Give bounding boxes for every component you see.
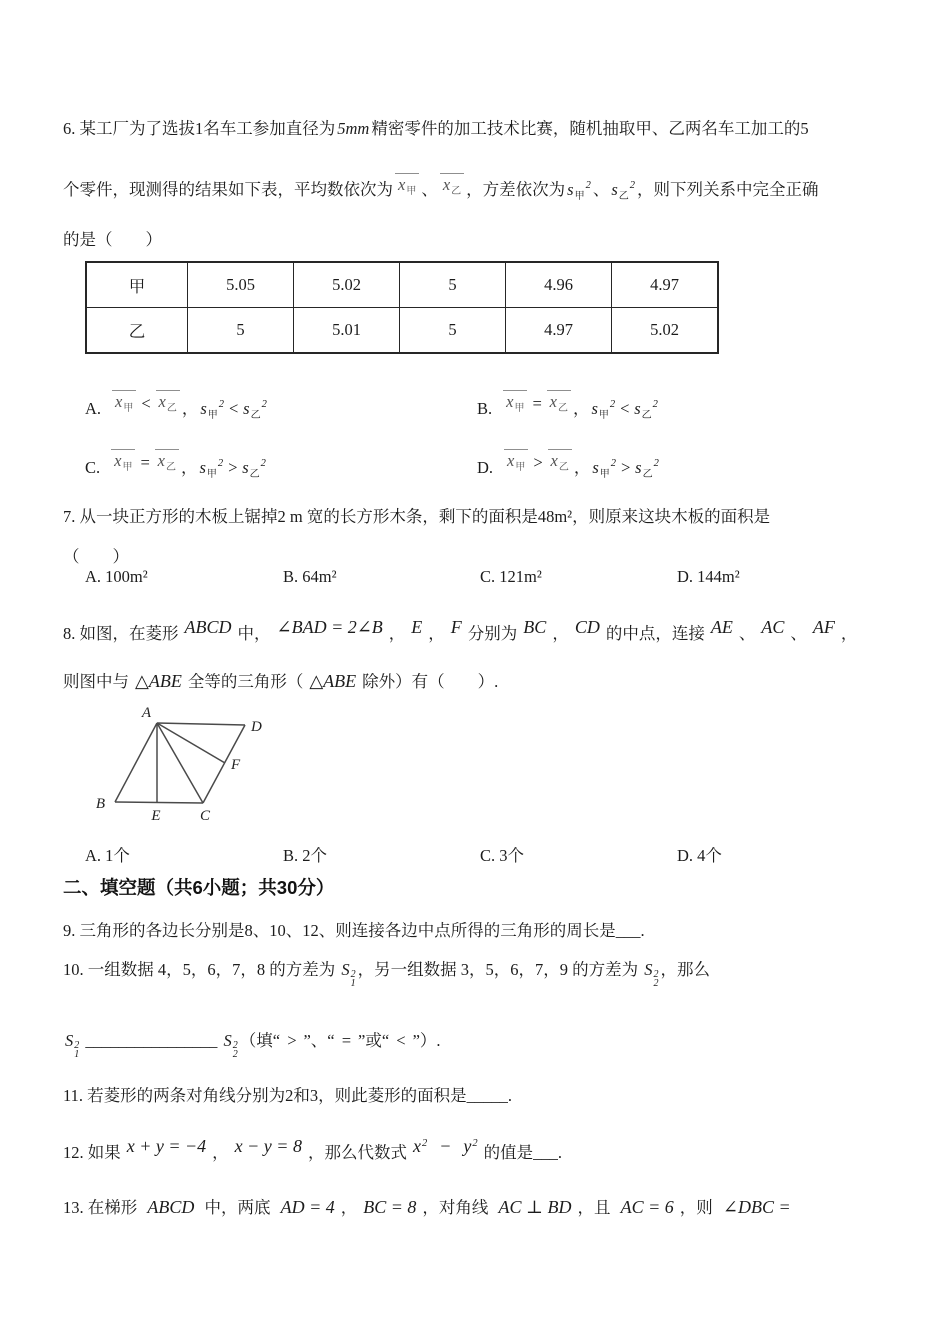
q10-line-2: S 2 1 ________________ S 2 2 （填“ > ”、“ = ”或“ < ”）. bbox=[65, 1031, 441, 1060]
edge-bc bbox=[115, 802, 203, 803]
q6-option-d bbox=[477, 449, 661, 480]
q6-options-row-1 bbox=[0, 390, 950, 424]
q7-option-c: C. 121m² bbox=[480, 567, 542, 586]
q7-line-1: 7. 从一块正方形的木板上锯掉2 m 宽的长方形木条，剩下的面积是48m²，则原来这块木板的面积是 bbox=[63, 507, 771, 526]
data-cell: 4.97 bbox=[612, 262, 719, 308]
row-header-cell: 甲 bbox=[86, 262, 188, 308]
edge-ab bbox=[115, 723, 157, 802]
q6-option-d-variances: ， $s_甲^2 > s_乙^2$ bbox=[573, 458, 659, 480]
data-cell: 5 bbox=[400, 308, 506, 354]
q6-line-3: 的是（ ） bbox=[63, 230, 162, 249]
q7-options-row bbox=[0, 567, 950, 601]
q8-option-d: D. 4个 bbox=[677, 846, 722, 865]
q6-option-c-variances: ， $s_甲^2 > s_乙^2$ bbox=[180, 458, 266, 480]
data-cell: 5.02 bbox=[612, 308, 719, 354]
data-cell: 5.02 bbox=[294, 262, 400, 308]
q6-data-table bbox=[85, 261, 719, 354]
q6-options-row-2 bbox=[0, 449, 950, 483]
q8-option-a: A. 1个 bbox=[85, 846, 130, 865]
q8-options-row bbox=[0, 842, 950, 876]
q6-option-b-means: $x_甲 = x_乙$ bbox=[501, 390, 573, 415]
row-header-cell: 乙 bbox=[86, 308, 188, 354]
segment-af bbox=[157, 723, 225, 763]
q6-option-b-label: B. bbox=[477, 399, 493, 418]
table-row bbox=[86, 262, 718, 308]
q8-option-b: B. 2个 bbox=[283, 846, 328, 865]
q12-line: 12. 如果 x + y = −4 ， x − y = 8 ，那么代数式 $x^2 - y^2$ 的值是___. bbox=[63, 1136, 562, 1162]
q6-option-a-means: $x_甲 < x_乙$ bbox=[110, 390, 182, 415]
q7-line-2: （ ） bbox=[63, 547, 129, 566]
q6-option-c-means: $x_甲 = x_乙$ bbox=[109, 449, 181, 474]
q6-option-c-label: C. bbox=[85, 458, 101, 477]
q8-line-2: 则图中与 △ABE 全等的三角形（ △ABE 除外）有（ ）. bbox=[63, 671, 499, 691]
data-cell: 5.01 bbox=[294, 308, 400, 354]
section-2-header: 二、填空题（共6小题；共30分） bbox=[63, 877, 335, 898]
q6-option-b-variances: ， $s_甲^2 < s_乙^2$ bbox=[572, 399, 658, 421]
data-cell: 5 bbox=[400, 262, 506, 308]
q6-option-d-means: $x_甲 > x_乙$ bbox=[502, 449, 574, 474]
q6-option-a-label: A. bbox=[85, 399, 102, 418]
q6-option-a bbox=[85, 390, 269, 421]
q7-option-b: B. 64m² bbox=[283, 567, 337, 586]
data-cell: 4.97 bbox=[506, 308, 612, 354]
q6-line-2: 个零件，现测得的结果如下表，平均数依次为 $x_甲$ 、 $x_乙$ ，方差依次为 $s_甲^2$ 、 $s_乙^2$ ，则下列关系中完全正确 bbox=[63, 175, 819, 202]
data-cell: 4.96 bbox=[506, 262, 612, 308]
edge-ad bbox=[157, 723, 245, 725]
vertex-label-b: B bbox=[95, 796, 105, 812]
q6-option-b bbox=[477, 390, 660, 421]
vertex-label-f: F bbox=[231, 757, 241, 773]
q9-line: 9. 三角形的各边长分别是8、10、12、则连接各边中点所得的三角形的周长是___. bbox=[63, 921, 645, 940]
q11-line: 11. 若菱形的两条对角线分别为2和3，则此菱形的面积是_____. bbox=[63, 1086, 513, 1105]
table-row bbox=[86, 308, 718, 354]
diagonal-ac bbox=[157, 723, 203, 803]
q13-line: 13. 在梯形 ABCD 中，两底 AD = 4 ， BC = 8 ，对角线 AC ⊥ BD ，且 AC = 6 ，则 ∠DBC = bbox=[63, 1197, 791, 1217]
data-cell: 5.05 bbox=[188, 262, 294, 308]
vertex-label-c: C bbox=[199, 808, 211, 824]
data-cell: 5 bbox=[188, 308, 294, 354]
q6-option-c bbox=[85, 449, 268, 480]
q10-line-1: 10. 一组数据 4，5，6，7，8 的方差为 S 2 1 ，另一组数据 3，5，6，7，9 的方差为 S 2 2 ，那么 bbox=[63, 960, 710, 989]
q8-rhombus-figure bbox=[85, 700, 300, 835]
vertex-label-a: A bbox=[141, 705, 151, 721]
q6-option-a-variances: ， $s_甲^2 < s_乙^2$ bbox=[181, 399, 267, 421]
q7-option-d: D. 144m² bbox=[677, 567, 740, 586]
q8-option-c: C. 3个 bbox=[480, 846, 525, 865]
q8-line-1: 8. 如图，在菱形 ABCD 中， ∠BAD = 2∠B ， E ， F 分别为 BC ， CD 的中点，连接 AE 、 AC 、 AF ， bbox=[63, 617, 858, 643]
vertex-label-d: D bbox=[251, 719, 262, 735]
q6-option-d-label: D. bbox=[477, 458, 494, 477]
vertex-label-e: E bbox=[151, 808, 161, 824]
q7-option-a: A. 100m² bbox=[85, 567, 148, 586]
q6-line-1: 6. 某工厂为了选拔1名车工参加直径为 5mm 精密零件的加工技术比赛，随机抽取甲、乙两名车工加工的5 bbox=[63, 119, 809, 138]
